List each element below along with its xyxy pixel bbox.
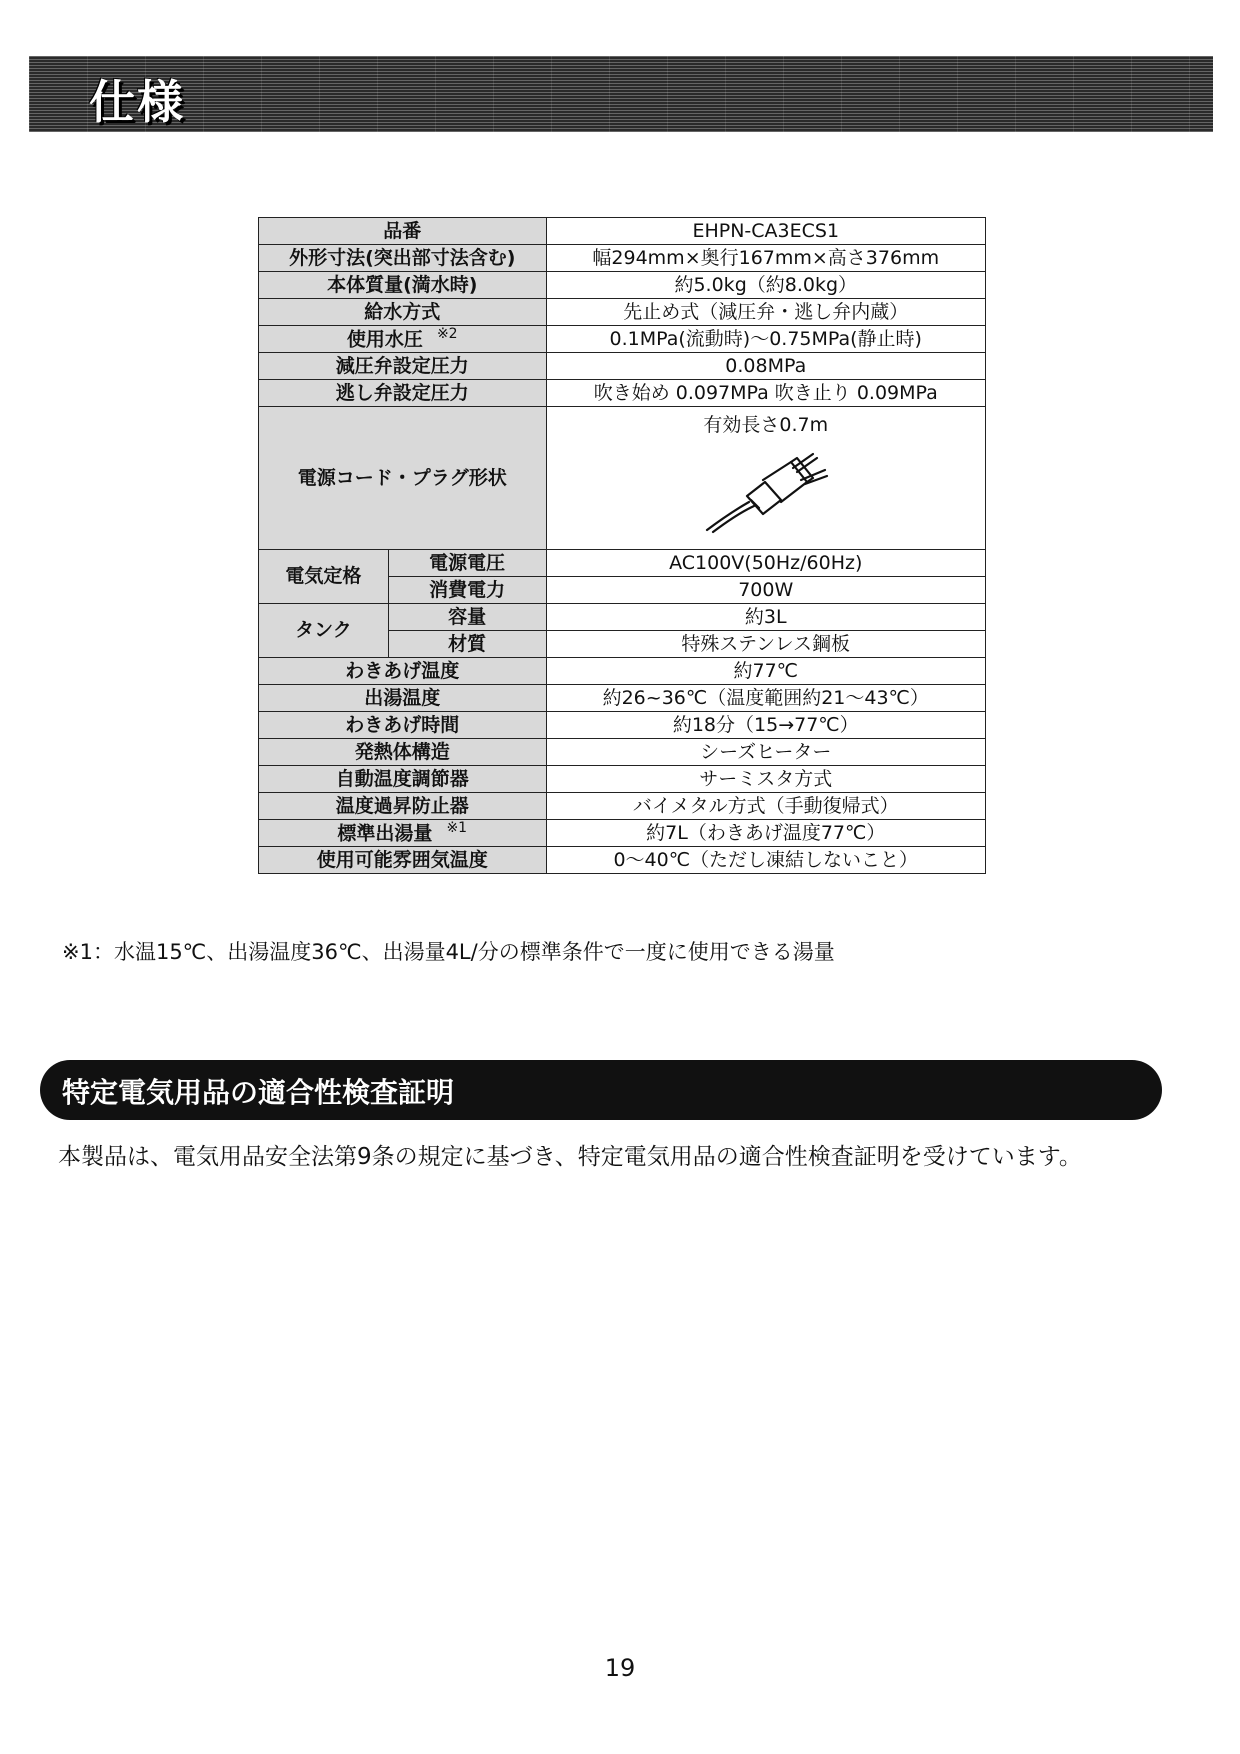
row-label bbox=[259, 353, 547, 380]
model-label: 品番 bbox=[259, 218, 547, 245]
table-row bbox=[259, 685, 986, 712]
electric-group-label: 電気定格 bbox=[259, 550, 389, 604]
row-label-text: 本体質量(満水時) bbox=[327, 273, 478, 296]
row-label bbox=[259, 380, 547, 407]
power-label: 消費電力 bbox=[388, 577, 546, 604]
table-row bbox=[259, 380, 986, 407]
table-row bbox=[259, 604, 986, 631]
row-value: 約7L（わきあげ温度77℃） bbox=[546, 820, 986, 847]
spec-table bbox=[258, 217, 986, 874]
plug-cord-length: 有効長さ0.7m bbox=[703, 414, 829, 436]
row-value: 0.08MPa bbox=[546, 353, 986, 380]
table-row bbox=[259, 272, 986, 299]
voltage-label: 電源電圧 bbox=[388, 550, 546, 577]
table-row bbox=[259, 353, 986, 380]
row-value: 約77℃ bbox=[546, 658, 986, 685]
plug-cell bbox=[546, 407, 986, 550]
row-value: シーズヒーター bbox=[546, 739, 986, 766]
row-label bbox=[259, 847, 547, 874]
row-value: 0.1MPa(流動時)〜0.75MPa(静止時) bbox=[546, 326, 986, 353]
row-value: 約5.0kg（約8.0kg） bbox=[546, 272, 986, 299]
page-title: 仕様 bbox=[89, 75, 185, 129]
body-text: 本製品は、電気用品安全法第9条の規定に基づき、特定電気用品の適合性検査証明を受けています。 bbox=[58, 1144, 1082, 1170]
row-label-text: わきあげ時間 bbox=[345, 713, 460, 736]
capacity-label: 容量 bbox=[388, 604, 546, 631]
row-label bbox=[259, 299, 547, 326]
row-label-text: 自動温度調節器 bbox=[335, 767, 469, 790]
capacity-value: 約3L bbox=[546, 604, 986, 631]
section-header-bar bbox=[40, 1060, 1162, 1120]
table-row bbox=[259, 739, 986, 766]
row-label-text: 給水方式 bbox=[364, 300, 441, 323]
table-row bbox=[259, 245, 986, 272]
table-row bbox=[259, 712, 986, 739]
material-value: 特殊ステンレス鋼板 bbox=[546, 631, 986, 658]
row-value: 0〜40℃（ただし凍結しないこと） bbox=[546, 847, 986, 874]
table-row bbox=[259, 820, 986, 847]
row-label-text: 使用可能雰囲気温度 bbox=[316, 848, 488, 871]
row-value: 吹き始め 0.097MPa 吹き止り 0.09MPa bbox=[546, 380, 986, 407]
table-row bbox=[259, 847, 986, 874]
table-row bbox=[259, 218, 986, 245]
table-row bbox=[259, 407, 986, 550]
page-number: 19 bbox=[604, 1654, 636, 1682]
power-value: 700W bbox=[546, 577, 986, 604]
power-plug-icon bbox=[701, 444, 831, 534]
row-label bbox=[259, 739, 547, 766]
table-row bbox=[259, 326, 986, 353]
row-label-text: 発熱体構造 bbox=[354, 740, 450, 763]
tank-group-label: タンク bbox=[259, 604, 389, 658]
section-title: 特定電気用品の適合性検査証明 bbox=[62, 1076, 455, 1109]
material-label: 材質 bbox=[388, 631, 546, 658]
table-row bbox=[259, 658, 986, 685]
page-title-bar bbox=[29, 56, 1213, 132]
row-label bbox=[259, 245, 547, 272]
note-mark: ※2 bbox=[436, 326, 458, 343]
row-value: 約26~36℃（温度範囲約21〜43℃） bbox=[546, 685, 986, 712]
row-label-text: 外形寸法(突出部寸法含む) bbox=[289, 246, 516, 269]
row-label bbox=[259, 712, 547, 739]
row-label-text: 減圧弁設定圧力 bbox=[335, 354, 469, 377]
row-label-text: 出湯温度 bbox=[364, 686, 441, 709]
table-row bbox=[259, 550, 986, 577]
table-row bbox=[259, 793, 986, 820]
row-label-text: 逃し弁設定圧力 bbox=[335, 381, 469, 404]
model-value: EHPN-CA3ECS1 bbox=[546, 218, 986, 245]
voltage-value: AC100V(50Hz/60Hz) bbox=[546, 550, 986, 577]
row-label-text: 温度過昇防止器 bbox=[335, 794, 469, 817]
row-label-text: 標準出湯量 bbox=[337, 822, 433, 845]
row-label bbox=[259, 658, 547, 685]
plug-label: 電源コード・プラグ形状 bbox=[259, 407, 547, 550]
row-label bbox=[259, 326, 547, 353]
table-row bbox=[259, 766, 986, 793]
row-value: 先止め式（減圧弁・逃し弁内蔵） bbox=[546, 299, 986, 326]
row-label-text: 使用水圧 bbox=[346, 328, 423, 351]
row-label bbox=[259, 820, 547, 847]
row-label bbox=[259, 272, 547, 299]
row-label bbox=[259, 766, 547, 793]
row-label-text: わきあげ温度 bbox=[345, 659, 460, 682]
row-value: 幅294mm×奥行167mm×高さ376mm bbox=[546, 245, 986, 272]
row-value: 約18分（15→77℃） bbox=[546, 712, 986, 739]
row-value: サーミスタ方式 bbox=[546, 766, 986, 793]
footnote: ※1：水温15℃、出湯温度36℃、出湯量4L/分の標準条件で一度に使用できる湯量 bbox=[62, 940, 835, 964]
note-mark: ※1 bbox=[446, 820, 468, 837]
row-label bbox=[259, 793, 547, 820]
table-row bbox=[259, 299, 986, 326]
row-label bbox=[259, 685, 547, 712]
row-value: バイメタル方式（手動復帰式） bbox=[546, 793, 986, 820]
